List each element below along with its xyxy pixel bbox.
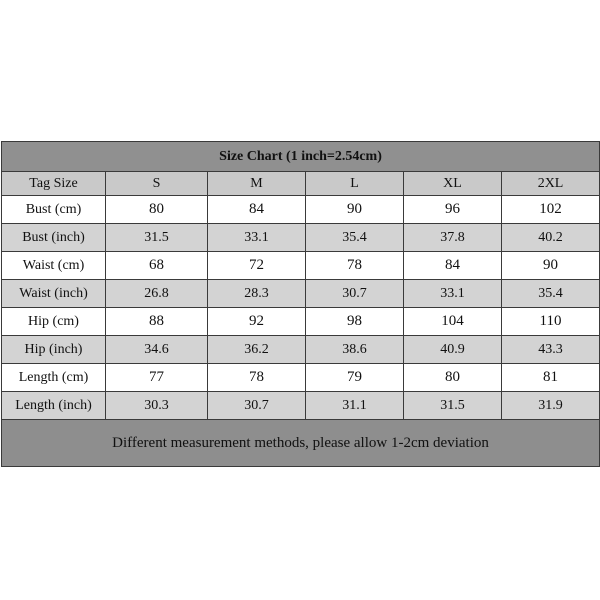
- table-cell: 84: [404, 252, 502, 280]
- table-cell: 96: [404, 196, 502, 224]
- column-header-size-2xl: 2XL: [502, 172, 600, 196]
- footer-row: [2, 420, 600, 467]
- table-cell: 37.8: [404, 224, 502, 252]
- table-cell: 110: [502, 308, 600, 336]
- table-cell: 33.1: [208, 224, 306, 252]
- row-label: Bust (cm): [2, 196, 106, 224]
- table-cell: 35.4: [502, 280, 600, 308]
- table-cell: 104: [404, 308, 502, 336]
- row-label: Hip (inch): [2, 336, 106, 364]
- table-row: [2, 224, 600, 252]
- table-cell: 38.6: [306, 336, 404, 364]
- table-cell: 102: [502, 196, 600, 224]
- table-cell: 30.7: [306, 280, 404, 308]
- table-cell: 35.4: [306, 224, 404, 252]
- column-header-size-xl: XL: [404, 172, 502, 196]
- table-cell: 90: [306, 196, 404, 224]
- footer-note: Different measurement methods, please allow 1-2cm deviation: [2, 420, 600, 467]
- table-cell: 84: [208, 196, 306, 224]
- table-cell: 43.3: [502, 336, 600, 364]
- table-cell: 26.8: [106, 280, 208, 308]
- table-row: [2, 392, 600, 420]
- row-label: Bust (inch): [2, 224, 106, 252]
- column-header-size-l: L: [306, 172, 404, 196]
- table-cell: 30.7: [208, 392, 306, 420]
- table-cell: 77: [106, 364, 208, 392]
- table-cell: 31.9: [502, 392, 600, 420]
- table-cell: 80: [106, 196, 208, 224]
- table-cell: 80: [404, 364, 502, 392]
- row-label: Length (cm): [2, 364, 106, 392]
- table-cell: 98: [306, 308, 404, 336]
- table-cell: 92: [208, 308, 306, 336]
- row-label: Hip (cm): [2, 308, 106, 336]
- table-cell: 31.5: [106, 224, 208, 252]
- header-row: [2, 172, 600, 196]
- row-label: Waist (inch): [2, 280, 106, 308]
- table-row: [2, 252, 600, 280]
- column-header-tag-size: Tag Size: [2, 172, 106, 196]
- column-header-size-s: S: [106, 172, 208, 196]
- table-cell: 40.9: [404, 336, 502, 364]
- row-label: Waist (cm): [2, 252, 106, 280]
- row-label: Length (inch): [2, 392, 106, 420]
- table-row: [2, 280, 600, 308]
- table-cell: 30.3: [106, 392, 208, 420]
- table-cell: 90: [502, 252, 600, 280]
- table-cell: 78: [306, 252, 404, 280]
- table-cell: 78: [208, 364, 306, 392]
- table-row: [2, 364, 600, 392]
- table-cell: 28.3: [208, 280, 306, 308]
- table-cell: 33.1: [404, 280, 502, 308]
- size-chart-table: [1, 141, 600, 467]
- table-cell: 88: [106, 308, 208, 336]
- size-chart-title: Size Chart (1 inch=2.54cm): [2, 142, 600, 172]
- table-cell: 68: [106, 252, 208, 280]
- table-cell: 79: [306, 364, 404, 392]
- table-row: [2, 336, 600, 364]
- column-header-size-m: M: [208, 172, 306, 196]
- table-cell: 72: [208, 252, 306, 280]
- table-cell: 36.2: [208, 336, 306, 364]
- table-cell: 31.5: [404, 392, 502, 420]
- table-row: [2, 196, 600, 224]
- table-cell: 31.1: [306, 392, 404, 420]
- table-cell: 40.2: [502, 224, 600, 252]
- table-cell: 34.6: [106, 336, 208, 364]
- table-row: [2, 308, 600, 336]
- table-cell: 81: [502, 364, 600, 392]
